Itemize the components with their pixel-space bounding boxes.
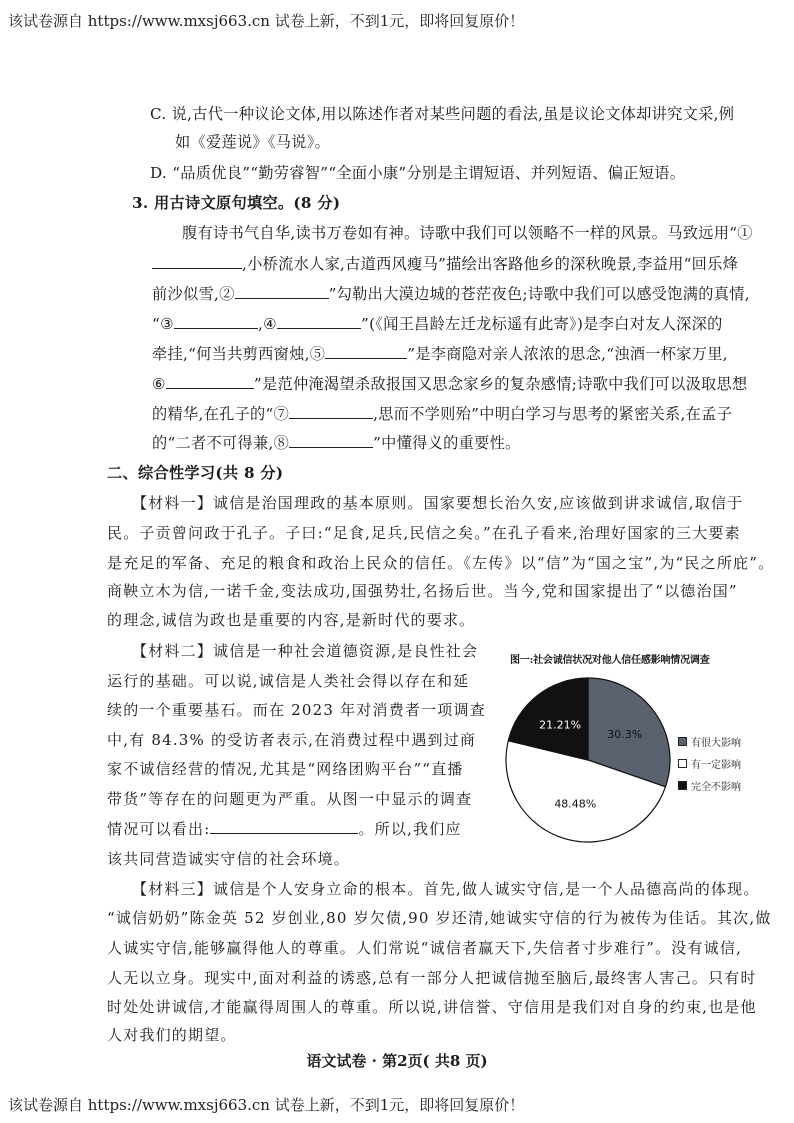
material-3-line: 【材料三】诚信是个人安身立命的根本。首先,做人诚实守信,是一个人品德高尚的体现。 [132, 880, 760, 898]
pie-value-label: 30.3% [607, 727, 643, 741]
material-3-line: 人无以立身。现实中,面对利益的诱惑,总有一部分人把诚信抛至脑后,最终害人害己。只有时 [107, 969, 757, 987]
blank-survey-conclusion[interactable] [210, 818, 358, 834]
q3-line1: 腹有诗书气自华,读书万卷如有神。诗歌中我们可以领略不一样的风景。马致远用“① [182, 224, 753, 242]
legend-item: 有一定影响 [678, 752, 741, 774]
legend-item: 有很大影响 [678, 730, 741, 752]
material-3-line: 人对我们的期望。 [107, 1026, 237, 1044]
blank-2[interactable] [235, 283, 329, 299]
material-3-line: 时处处讲诚信,才能赢得周围人的尊重。所以说,讲信誉、守信用是我们对自身的约束,也是他 [107, 998, 757, 1016]
q3-line4: “③ ,④ ”(《闻王昌龄左迁龙标遥有此寄》)是李白对友人深深的 [152, 315, 723, 333]
material-1-line: 【材料一】诚信是治国理政的基本原则。国家要想长治久安,应该做到讲求诚信,取信于 [132, 494, 744, 512]
material-2-line: 家不诚信经营的情况,尤其是“网络团购平台”“直播 [107, 760, 464, 778]
option-c-line2: 如《爱莲说》《马说》。 [175, 133, 331, 151]
page-footer: 语文试卷 · 第2页( 共8 页) [306, 1052, 488, 1070]
chart-legend [678, 730, 741, 796]
trust-pie-chart [498, 670, 678, 850]
material-2-line: 续的一个重要基石。而在 2023 年对消费者一项调查 [107, 701, 486, 719]
material-2-line: 中,有 84.3% 的受访者表示,在消费过程中遇到过商 [107, 731, 477, 749]
section-2-title: 二、综合性学习(共 8 分) [107, 464, 284, 482]
source-banner-top[interactable]: 该试卷源自 https://www.mxsj663.cn 试卷上新，不到1元，即将回复原价！ [8, 12, 525, 30]
legend-item: 完全不影响 [678, 774, 741, 796]
material-2-line: 【材料二】诚信是一种社会道德资源,是良性社会 [132, 642, 479, 660]
source-banner-bottom[interactable]: 该试卷源自 https://www.mxsj663.cn 试卷上新，不到1元，即将回复原价！ [8, 1096, 525, 1114]
legend-swatch-icon [678, 737, 687, 746]
material-2-answer-line: 情况可以看出: 。所以,我们应 [107, 820, 462, 838]
material-1-line: 是充足的军备、充足的粮食和政治上民众的信任。《左传》以“信”为“国之宝”,为“民之所庇”。 [107, 554, 775, 572]
blank-8[interactable] [289, 432, 373, 448]
blank-4[interactable] [277, 313, 361, 329]
q3-line3: 前沙似雪,② ”勾勒出大漠边城的苍茫夜色;诗歌中我们可以感受饱满的真情, [152, 285, 750, 303]
blank-1[interactable] [152, 253, 242, 269]
material-2-line: 运行的基础。可以说,诚信是人类社会得以存在和延 [107, 672, 470, 690]
q3-line2: ,小桥流水人家,古道西风瘦马”描绘出客路他乡的深秋晚景,李益用“回乐烽 [152, 253, 738, 275]
legend-swatch-icon [678, 781, 687, 790]
blank-6[interactable] [166, 373, 254, 389]
chart-title: 图一:社会诚信状况对他人信任感影响情况调查 [510, 655, 710, 666]
material-3-line: “诚信奶奶”陈金英 52 岁创业,80 岁欠债,90 岁还清,她诚实守信的行为被传为佳话。其次,做 [107, 909, 772, 927]
material-1-line: 商鞅立木为信,一诺千金,变法成功,国强势壮,名扬后世。当今,党和国家提出了“以德治国” [107, 582, 738, 600]
question-3-title: 3. 用古诗文原句填空。(8 分) [132, 194, 341, 212]
pie-value-label: 21.21% [539, 718, 582, 732]
q3-line5: 牵挂,“何当共剪西窗烛,⑤ ”是李商隐对亲人浓浓的思念,“浊酒一杯家万里, [152, 345, 728, 363]
q3-line8: 的“二者不可得兼,⑧ ”中懂得义的重要性。 [152, 434, 521, 452]
q3-line6: ⑥ ”是范仲淹渴望杀敌报国又思念家乡的复杂感情;诗歌中我们可以汲取思想 [152, 375, 748, 393]
pie-value-label: 48.48% [554, 797, 597, 811]
option-d-line: D. “品质优良”“勤劳睿智”“全面小康”分别是主谓短语、并列短语、偏正短语。 [150, 164, 686, 182]
material-1-line: 的理念,诚信为政也是重要的内容,是新时代的要求。 [107, 611, 476, 629]
blank-3[interactable] [174, 313, 258, 329]
option-c-line1: C. 说,古代一种议论文体,用以陈述作者对某些问题的看法,虽是议论文体却讲究文采,例 [150, 105, 735, 123]
material-3-line: 人诚实守信,能够赢得他人的尊重。人们常说“诚信者赢天下,失信者寸步难行”。没有诚信, [107, 939, 743, 957]
legend-swatch-icon [678, 759, 687, 768]
material-2-line: 该共同营造诚实守信的社会环境。 [107, 850, 351, 868]
blank-5[interactable] [325, 343, 407, 359]
material-2-line: 带货”等存在的问题更为严重。从图一中显示的调查 [107, 790, 473, 808]
q3-line7: 的精华,在孔子的“⑦ ,思而不学则殆”中明白学习与思考的紧密关系,在孟子 [152, 405, 733, 423]
blank-7[interactable] [289, 403, 373, 419]
material-1-line: 民。子贡曾问政于孔子。子曰:“足食,足兵,民信之矣。”在孔子看来,治理好国家的三大要素 [107, 524, 741, 542]
